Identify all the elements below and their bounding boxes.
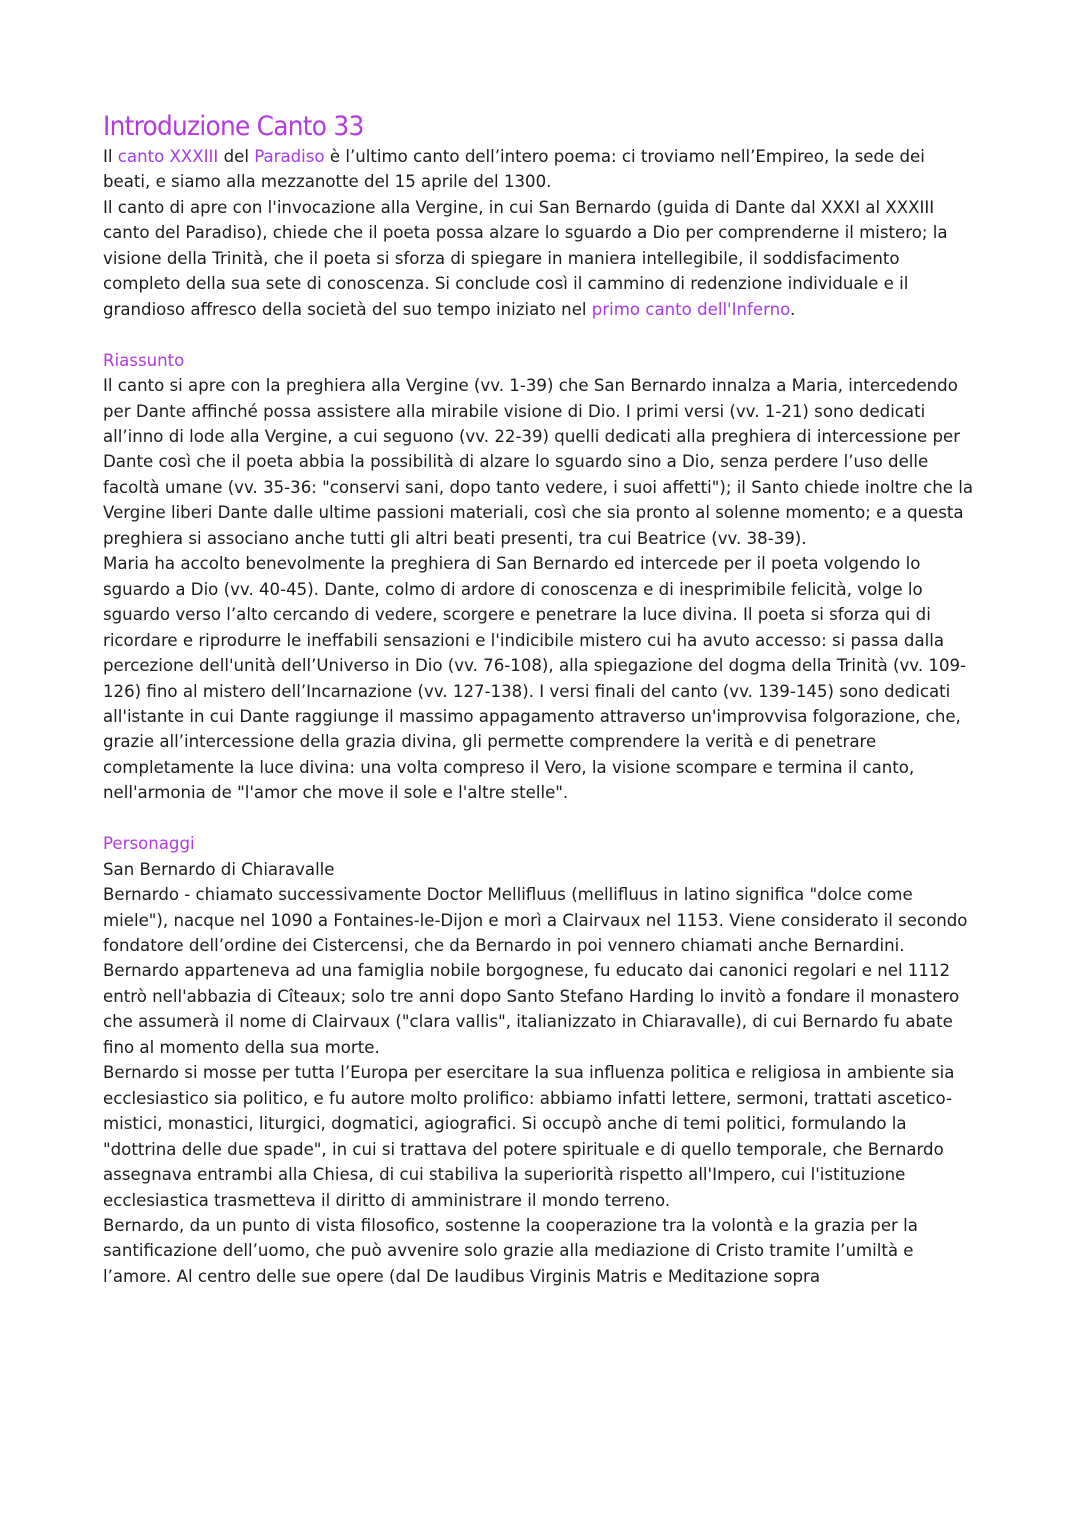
canto-xxxiii-link[interactable]: canto XXXIII xyxy=(117,147,219,166)
paradiso-link[interactable]: Paradiso xyxy=(254,147,325,166)
spacer xyxy=(103,806,975,831)
personaggi-subheading: San Bernardo di Chiaravalle xyxy=(103,859,335,879)
riassunto-heading: Riassunto xyxy=(103,350,185,370)
riassunto-section xyxy=(103,348,975,806)
intro-text-1b: del xyxy=(218,147,255,166)
intro-text-2a: Il canto di apre con l'invocazione alla Vergine, in cui San Bernardo (guida di Dante dal XXXI al XXXIII canto del Paradiso), chiede che il poeta possa alzare lo sguardo a Dio per comprenderne il mistero; la visione della Trinità, che il poeta si sforza di spiegare in maniera intellegibile, il soddisfacimento completo della sua sete di conoscenza. Si conclude così il cammino di redenzione individuale e il grandioso affresco della società del suo tempo iniziato nel xyxy=(103,197,948,319)
intro-paragraph-1 xyxy=(103,144,975,195)
document-page xyxy=(103,108,975,1289)
intro-text-2b: . xyxy=(790,299,796,319)
intro-paragraph-2 xyxy=(103,195,975,322)
page-title: Introduzione Canto 33 xyxy=(103,111,364,142)
primo-canto-inferno-link[interactable]: primo canto dell'Inferno xyxy=(591,299,790,319)
personaggi-paragraph-2: Bernardo si mosse per tutta l’Europa per esercitare la sua influenza politica e religiosa in ambiente sia ecclesiastico sia politico, e fu autore molto prolifico: abbiamo infatti lettere, sermoni, trattati ascetico-mistici, monastici, liturgici, dogmatici, agiografici. Si occupò anche di temi politici, formulando la "dottrina delle due spade", in cui si trattava del potere spirituale e di quello temporale, che Bernardo assegnava entrambi alla Chiesa, di cui stabiliva la superiorità rispetto all'Impero, cui l'istituzione ecclesiastica trasmetteva il diritto di amministrare il mondo terreno. xyxy=(103,1063,955,1210)
personaggi-paragraph-1: Bernardo - chiamato successivamente Doctor Mellifluus (mellifluus in latino significa "dolce come miele"), nacque nel 1090 a Fontaines-le-Dijon e morì a Clairvaux nel 1153. Viene considerato il secondo fondatore dell’ordine dei Cistercensi, che da Bernardo in poi vennero chiamati anche Bernardini. Bernardo apparteneva ad una famiglia nobile borgognese, fu educato dai canonici regolari e nel 1112 entrò nell'abbazia di Cîteaux; solo tre anni dopo Santo Stefano Harding lo invitò a fondare il monastero che assumerà il nome di Clairvaux ("clara vallis", italianizzato in Chiaravalle), di cui Bernardo fu abate fino al momento della sua morte. xyxy=(103,885,968,1057)
personaggi-section xyxy=(103,831,975,1289)
intro-text-1a: Il xyxy=(103,147,118,166)
personaggi-paragraph-3: Bernardo, da un punto di vista filosofico, sostenne la cooperazione tra la volontà e la grazia per la santificazione dell’uomo, che può avvenire solo grazie alla mediazione di Cristo tramite l’umiltà e l’amore. Al centro delle sue opere (dal De laudibus Virginis Matris e Meditazione sopra xyxy=(103,1216,918,1286)
intro-text-1c: è l’ultimo canto dell’intero poema: ci troviamo nell’Empireo, la sede dei beati, e siamo alla mezzanotte del 15 aprile del 1300. xyxy=(103,147,925,192)
riassunto-paragraph-2: Maria ha accolto benevolmente la preghiera di San Bernardo ed intercede per il poeta volgendo lo sguardo a Dio (vv. 40-45). Dante, colmo di ardore di conoscenza e di inesprimibile felicità, volge lo sguardo verso l’alto cercando di vedere, scorgere e penetrare la luce divina. Il poeta si sforza qui di ricordare e riprodurre le ineffabili sensazioni e l'indicibile mistero cui ha avuto accesso: si passa dalla percezione dell'unità dell’Universo in Dio (vv. 76-108), alla spiegazione del dogma della Trinità (vv. 109-126) fino al mistero dell’Incarnazione (vv. 127-138). I versi finali del canto (vv. 139-145) sono dedicati all'istante in cui Dante raggiunge il massimo appagamento attraverso un'improvvisa folgorazione, che, grazie all’intercessione della grazia divina, gli permette comprendere la verità e di penetrare completamente la luce divina: una volta compreso il Vero, la visione scompare e termina il canto, nell'armonia de "l'amor che move il sole e l'altre stelle". xyxy=(103,554,967,803)
spacer xyxy=(103,322,975,347)
intro-section xyxy=(103,144,975,322)
riassunto-paragraph-1: Il canto si apre con la preghiera alla Vergine (vv. 1-39) che San Bernardo innalza a Maria, intercedendo per Dante affinché possa assistere alla mirabile visione di Dio. I primi versi (vv. 1-21) sono dedicati all’inno di lode alla Vergine, a cui seguono (vv. 22-39) quelli dedicati alla preghiera di intercessione per Dante così che il poeta abbia la possibilità di alzare lo sguardo sino a Dio, senza perdere l’uso delle facoltà umane (vv. 35-36: "conservi sani, dopo tanto vedere, i suoi affetti"); il Santo chiede inoltre che la Vergine liberi Dante dalle ultime passioni materiali, così che sia pronto al solenne momento; e a questa preghiera si associano anche tutti gli altri beati presenti, tra cui Beatrice (vv. 38-39). xyxy=(103,376,974,548)
personaggi-heading: Personaggi xyxy=(103,834,195,854)
